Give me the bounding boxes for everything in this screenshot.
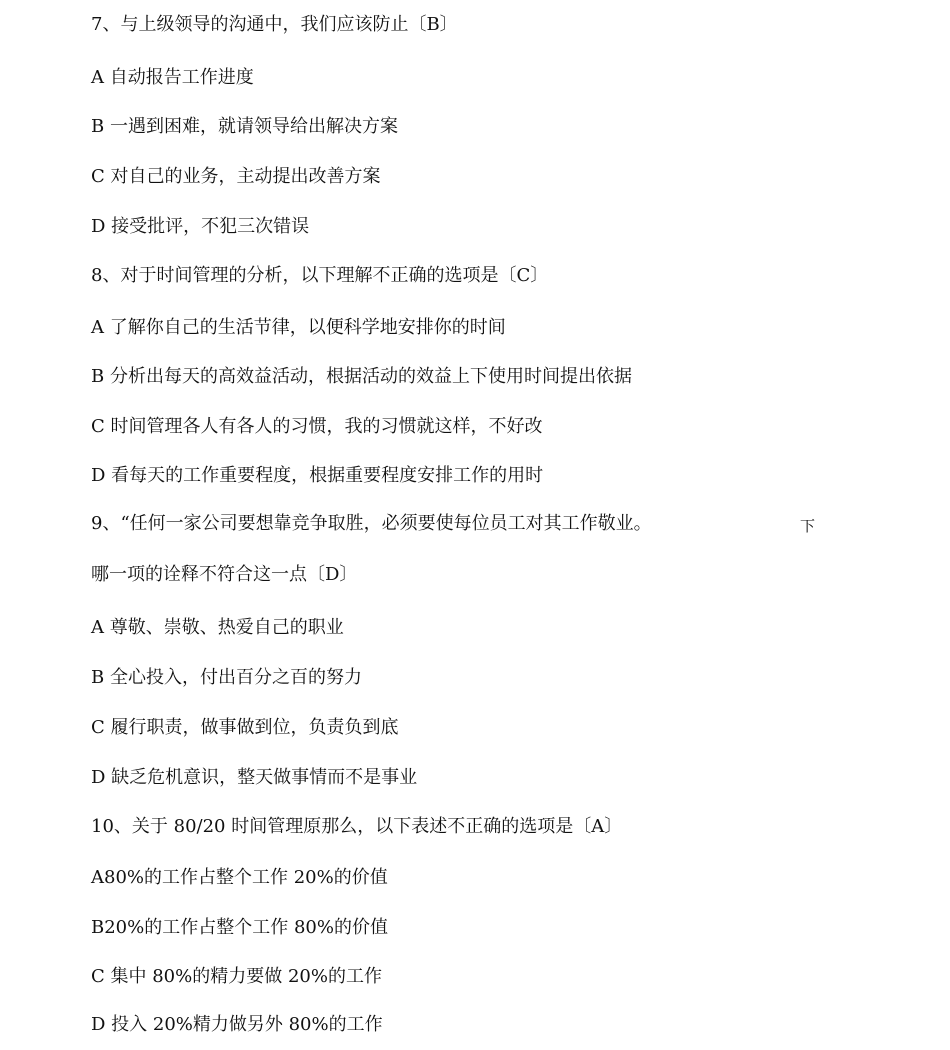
question-10-option-b: B20%的工作占整个工作 80%的价值: [91, 917, 388, 938]
question-8-option-c: C 时间管理各人有各人的习惯，我的习惯就这样，不好改: [91, 416, 543, 437]
question-9-text-line-2: 哪一项的诠释不符合这一点〔D〕: [91, 564, 358, 585]
question-10-text: 10、关于 80/20 时间管理原那么，以下表述不正确的选项是〔A〕: [91, 816, 623, 837]
question-8-text: 8、对于时间管理的分析，以下理解不正确的选项是〔C〕: [91, 265, 549, 286]
question-7-text: 7、与上级领导的沟通中，我们应该防止〔B〕: [91, 14, 458, 35]
question-9-text-line-1: 9、“任何一家公司要想靠竞争取胜，必须要使每位员工对其工作敬业。: [91, 513, 652, 534]
question-9-option-c: C 履行职责，做事做到位，负责负到底: [91, 717, 399, 738]
question-8-option-d: D 看每天的工作重要程度，根据重要程度安排工作的用时: [91, 465, 544, 486]
question-9-option-a: A 尊敬、崇敬、热爱自己的职业: [91, 617, 344, 638]
question-9-option-d: D 缺乏危机意识，整天做事情而不是事业: [91, 767, 418, 788]
question-9-stray-char: 下: [800, 517, 816, 535]
question-10-option-c: C 集中 80%的精力要做 20%的工作: [91, 966, 382, 987]
question-8-option-b: B 分析出每天的高效益活动，根据活动的效益上下使用时间提出依据: [91, 366, 632, 387]
question-10-option-a: A80%的工作占整个工作 20%的价值: [91, 867, 388, 888]
question-10-option-d: D 投入 20%精力做另外 80%的工作: [91, 1014, 383, 1035]
question-7-option-b: B 一遇到困难，就请领导给出解决方案: [91, 116, 398, 137]
question-7-option-c: C 对自己的业务，主动提出改善方案: [91, 166, 381, 187]
question-7-option-a: A 自动报告工作进度: [91, 67, 254, 88]
question-9-option-b: B 全心投入，付出百分之百的努力: [91, 667, 362, 688]
question-7-option-d: D 接受批评，不犯三次错误: [91, 216, 310, 237]
question-8-option-a: A 了解你自己的生活节律，以便科学地安排你的时间: [91, 317, 506, 338]
